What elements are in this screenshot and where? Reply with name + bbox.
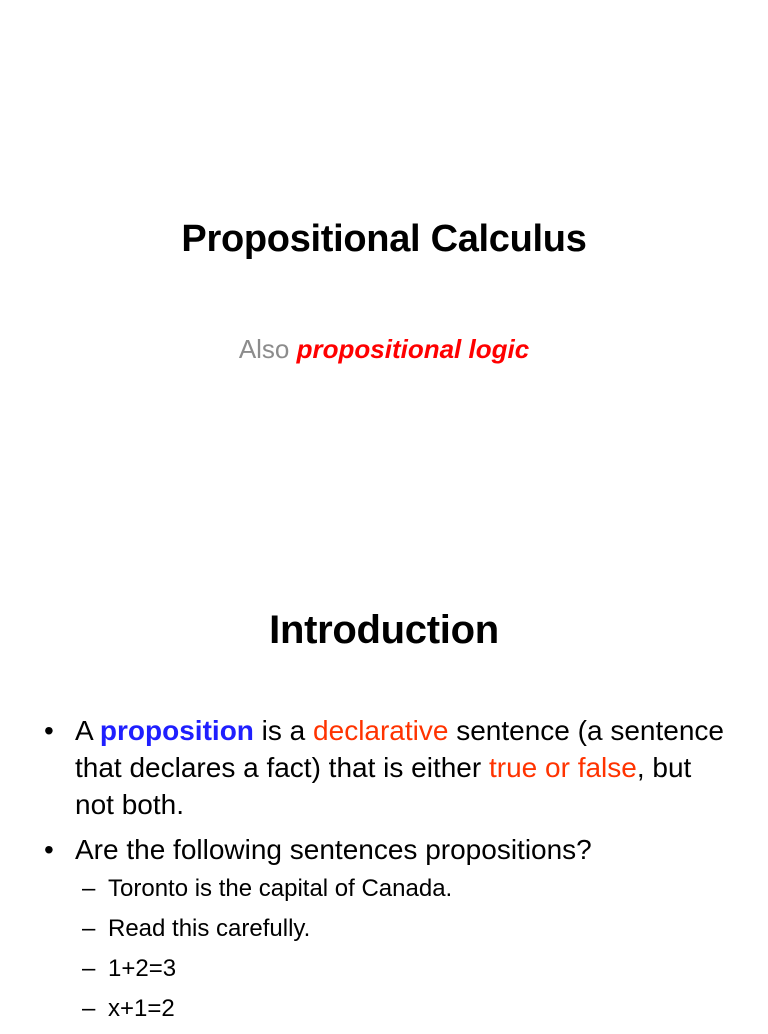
subtitle-prefix: Also [238,334,290,364]
example-sentence [82,914,452,944]
bullet1-part4: , but not both. [75,752,692,820]
example-sentence [82,994,452,1024]
example-text: x+1=2 [108,995,175,1022]
dash-icon: – [82,915,96,942]
bullet1-part2: is a [253,715,314,746]
slide-title [0,0,768,512]
example-text: Read this carefully. [108,915,311,942]
example-sentence-list [82,874,452,1034]
keyword-proposition: proposition [99,715,254,746]
slide-introduction [0,512,768,1024]
bullet2-text: Are the following sentences propositions? [75,834,592,865]
example-text: Toronto is the capital of Canada. [108,875,453,902]
bullet-question [42,831,732,868]
bullet-dot-icon: • [44,715,54,746]
bullet-proposition-definition [42,712,732,823]
slide-title-heading: Propositional Calculus [181,218,587,260]
subtitle-emphasis: propositional logic [296,334,530,364]
introduction-heading: Introduction [269,608,499,652]
keyword-true-or-false: true or false [488,752,637,783]
dash-icon: – [82,955,96,982]
slide-subtitle [0,334,768,365]
keyword-declarative: declarative [313,715,449,746]
example-text: 1+2=3 [108,955,177,982]
bullet1-part3: sentence (a sentence that declares a fact) that is either [75,715,724,783]
dash-icon: – [82,995,96,1022]
dash-icon: – [82,875,96,902]
bullet-dot-icon: • [44,834,54,865]
example-sentence [82,954,452,984]
example-sentence [82,874,452,904]
bullet1-part1: A [75,715,100,746]
bullet-list [42,712,732,876]
